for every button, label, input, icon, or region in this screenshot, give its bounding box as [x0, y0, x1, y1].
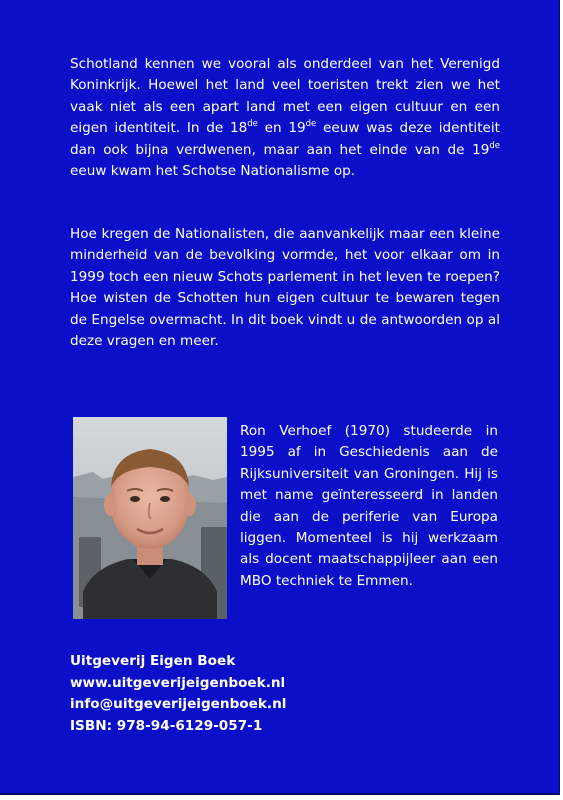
isbn: ISBN: 978-94-6129-057-1 — [70, 717, 263, 734]
publisher-name: Uitgeverij Eigen Boek — [70, 653, 236, 669]
author-portrait-image — [73, 417, 227, 619]
publisher-email: info@uitgeverijeigenboek.nl — [70, 696, 287, 713]
publisher-info — [70, 651, 500, 737]
blurb-text-segment: en 19 — [257, 120, 306, 137]
blurb-text-segment: Schotland kennen we vooral als onderdeel van het Verenigd Koninkrijk. Hoewel het land veel toeristen trekt zien we het vaak niet als een apart land met een eigen cultuur en een eigen identiteit. In de 18 — [70, 56, 500, 137]
publisher-website: www.uitgeverijeigenboek.nl — [70, 674, 286, 691]
blurb-paragraph-2: Hoe kregen de Nationalisten, die aanvankelijk maar een kleine minderheid van de bevolking vormde, het voor elkaar om in 1999 toch een nieuw Schots parlement in het leven te roepen? Hoe wisten de Schotten hun eigen cultuur te bewaren tegen de Engelse overmacht. In dit boek vindt u de antwoorden op al deze vragen en meer. — [70, 226, 500, 350]
ordinal-superscript: de — [305, 119, 317, 130]
author-photo — [73, 417, 227, 619]
ordinal-superscript: de — [247, 119, 258, 130]
blurb-text-segment: eeuw kwam het Schotse Nationalisme op. — [70, 163, 356, 180]
author-bio: Ron Verhoef (1970) studeerde in 1995 af in Geschiedenis aan de Rijksuniversiteit van Groningen. Hij is met name geïnteresseerd in landen die aan de periferie van Europa liggen. Momenteel is hij werkzaam als docent maatschappijleer aan een MBO techniek te Emmen. — [240, 423, 498, 589]
ordinal-superscript: de — [489, 140, 500, 151]
blurb-paragraph-1 — [70, 54, 500, 182]
blurb-text-segment: eeuw was deze identiteit dan ook bijna verdwenen, maar aan het einde van de 19 — [70, 120, 501, 158]
